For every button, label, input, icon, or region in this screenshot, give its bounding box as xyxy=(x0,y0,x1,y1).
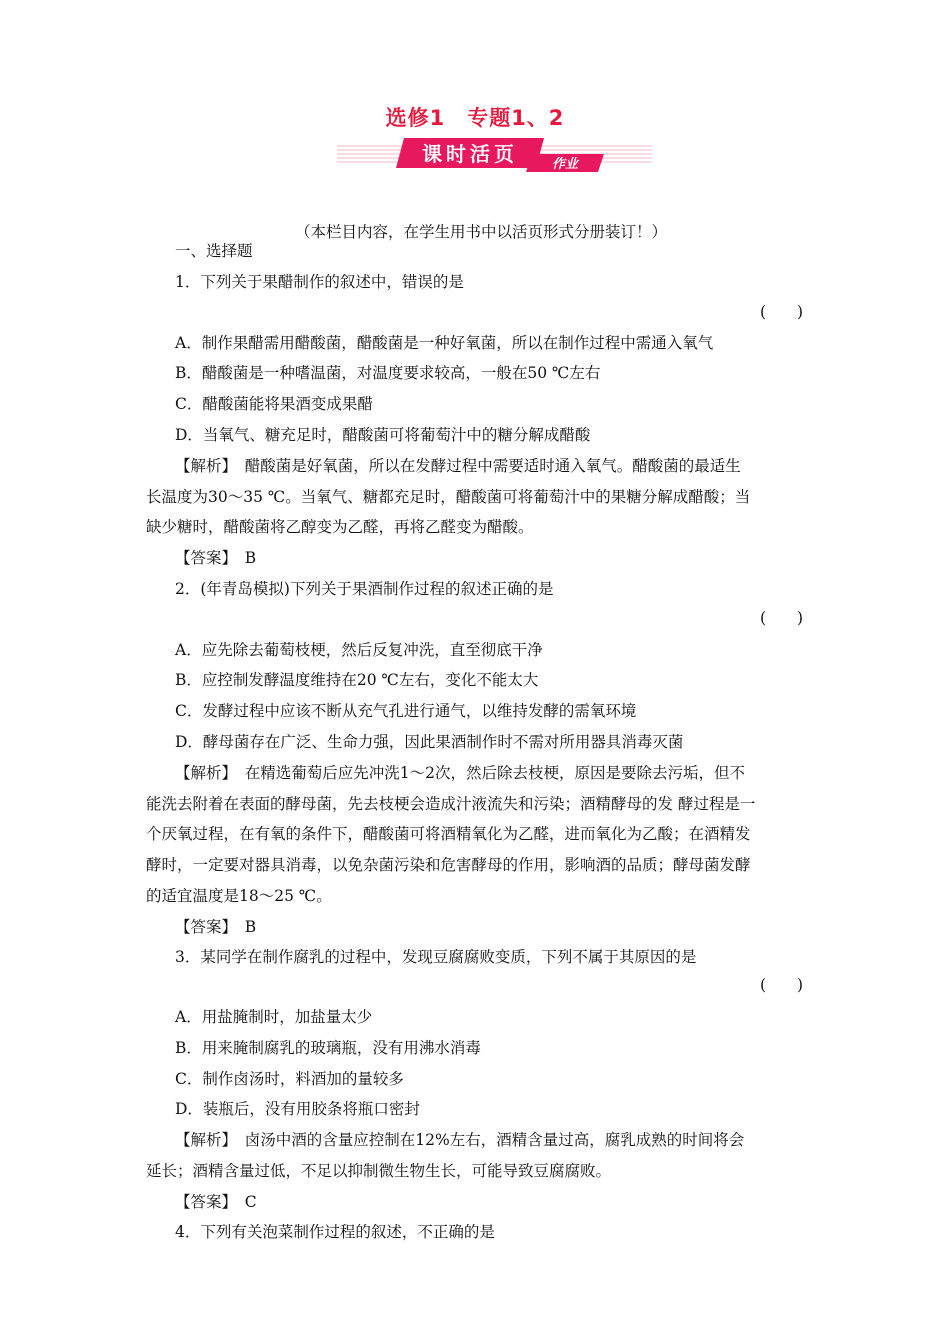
analysis-line: 【解析】 在精选葡萄后应先冲洗1～2次，然后除去枝梗，原因是要除去污垢，但不 xyxy=(175,764,745,782)
option-b: B．用来腌制腐乳的玻璃瓶，没有用沸水消毒 xyxy=(175,1039,481,1057)
option-c: C．醋酸菌能将果酒变成果醋 xyxy=(175,395,373,413)
analysis-line: 【解析】 醋酸菌是好氧菌，所以在发酵过程中需要适时通入氧气。醋酸菌的最适生 xyxy=(175,457,741,475)
section-heading: 一、选择题 xyxy=(175,242,253,260)
option-d: D．酵母菌存在广泛、生命力强，因此果酒制作时不需对所用器具消毒灭菌 xyxy=(175,733,684,751)
option-a: A．制作果醋需用醋酸菌，醋酸菌是一种好氧菌，所以在制作过程中需通入氧气 xyxy=(175,334,714,352)
question-stem: 1．下列关于果醋制作的叙述中，错误的是 xyxy=(175,273,464,291)
option-b: B．应控制发酵温度维持在20 ℃左右，变化不能太大 xyxy=(175,671,539,689)
answer-line: 【答案】 B xyxy=(175,549,257,567)
analysis-line: 个厌氧过程，在有氧的条件下，醋酸菌可将酒精氧化为乙醛，进而氧化为乙酸；在酒精发 xyxy=(146,825,751,843)
analysis-line: 能洗去附着在表面的酵母菌，先去枝梗会造成汁液流失和污染；酒精酵母的发 酵过程是一 xyxy=(146,795,756,813)
analysis-line: 延长；酒精含量过低，不足以抑制微生物生长，可能导致豆腐腐败。 xyxy=(146,1162,612,1180)
banner-tag: 作业 xyxy=(551,157,579,172)
answer-bracket: ( ) xyxy=(760,303,804,321)
banner-text: 课时活页 xyxy=(422,142,518,166)
option-b: B．醋酸菌是一种嗜温菌，对温度要求较高，一般在50 ℃左右 xyxy=(175,364,601,382)
answer-line: 【答案】 B xyxy=(175,918,257,936)
option-c: C．发酵过程中应该不断从充气孔进行通气，以维持发酵的需氧环境 xyxy=(175,702,637,720)
page-title: 选修1 专题1、2 xyxy=(385,106,565,130)
analysis-line: 缺少糖时，醋酸菌将乙醇变为乙醛，再将乙醛变为醋酸。 xyxy=(146,518,534,536)
answer-line: 【答案】 C xyxy=(175,1193,257,1211)
binding-note: （本栏目内容，在学生用书中以活页形式分册装订！） xyxy=(295,223,668,241)
analysis-line: 酵时，一定要对器具消毒，以免杂菌污染和危害酵母的作用，影响酒的品质；酵母菌发酵 xyxy=(146,856,751,874)
option-a: A．用盐腌制时，加盐量太少 xyxy=(175,1008,373,1026)
analysis-line: 【解析】 卤汤中酒的含量应控制在12%左右，酒精含量过高，腐乳成熟的时间将会 xyxy=(175,1131,745,1149)
option-d: D．当氧气、糖充足时，醋酸菌可将葡萄汁中的糖分解成醋酸 xyxy=(175,426,591,444)
analysis-line: 长温度为30～35 ℃。当氧气、糖都充足时，醋酸菌可将葡萄汁中的果糖分解成醋酸；当 xyxy=(146,488,751,506)
option-d: D．装瓶后，没有用胶条将瓶口密封 xyxy=(175,1100,420,1118)
question-stem: 3．某同学在制作腐乳的过程中，发现豆腐腐败变质，下列不属于其原因的是 xyxy=(175,948,697,966)
option-a: A．应先除去葡萄枝梗，然后反复冲洗，直至彻底干净 xyxy=(175,641,543,659)
option-c: C．制作卤汤时，料酒加的量较多 xyxy=(175,1070,404,1088)
answer-bracket: ( ) xyxy=(760,976,804,994)
question-stem: 2．(年青岛模拟)下列关于果酒制作过程的叙述正确的是 xyxy=(175,580,554,598)
answer-bracket: ( ) xyxy=(760,609,804,627)
homework-banner xyxy=(332,132,657,174)
question-stem: 4．下列有关泡菜制作过程的叙述，不正确的是 xyxy=(175,1223,495,1241)
analysis-line: 的适宜温度是18～25 ℃。 xyxy=(146,887,332,905)
